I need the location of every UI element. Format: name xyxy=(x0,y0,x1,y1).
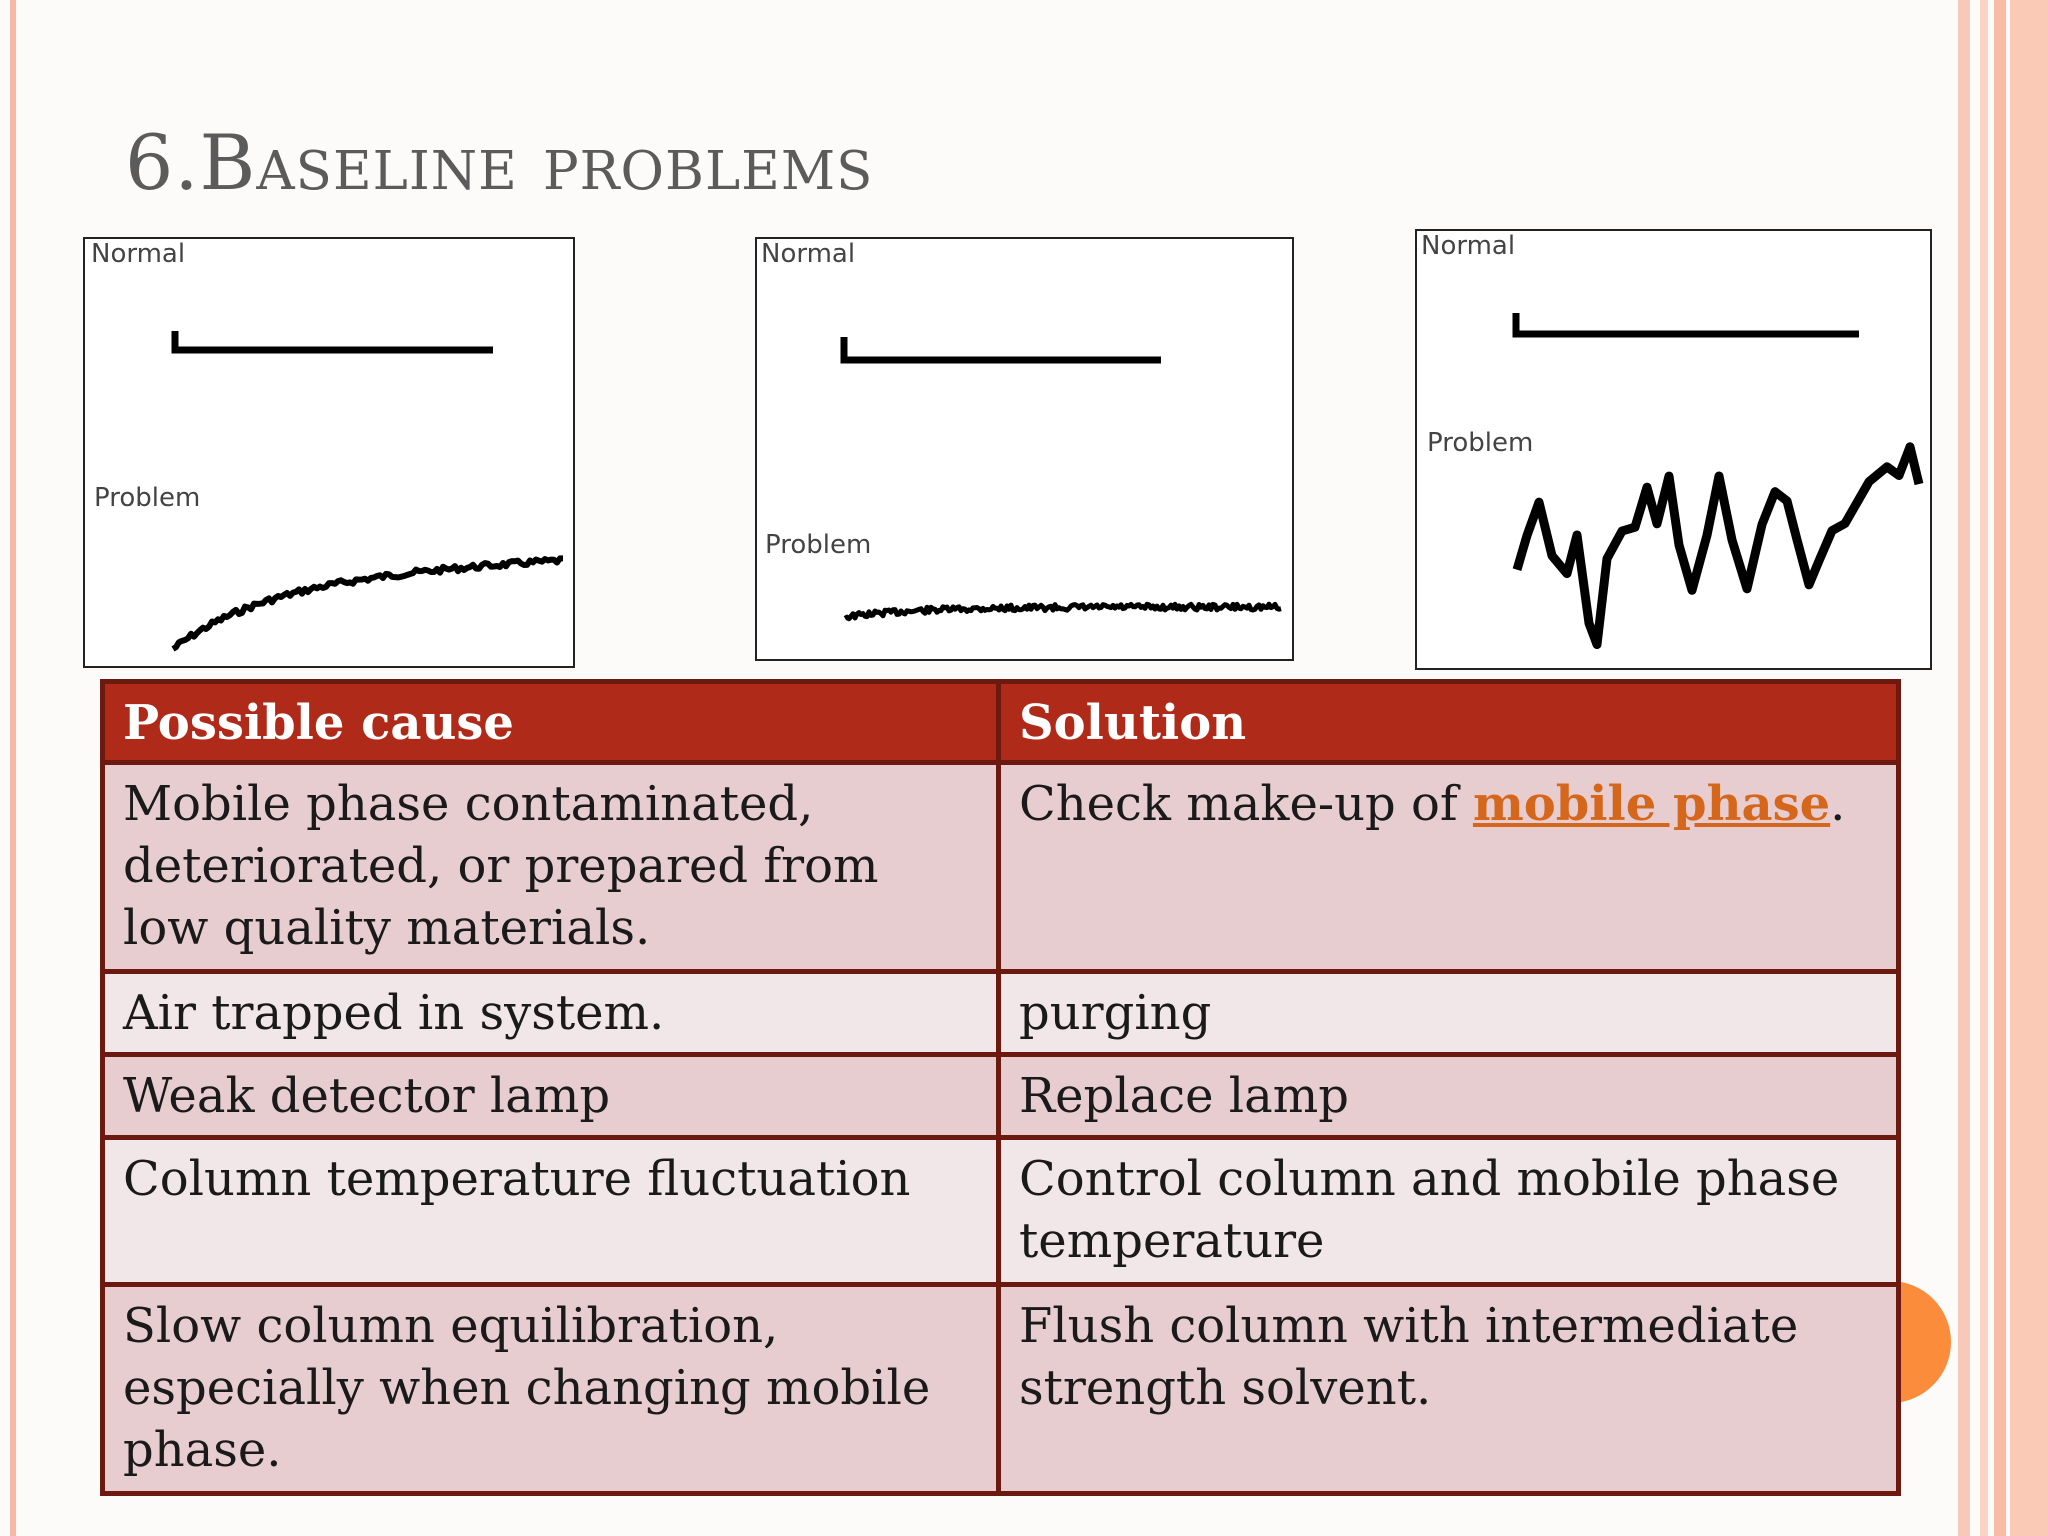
panel-normal-label: Normal xyxy=(1421,231,1516,261)
panel-normal-label: Normal xyxy=(91,239,186,269)
baseline-panel-drift xyxy=(83,237,575,668)
causes-solutions-table xyxy=(100,679,1901,1496)
table-row xyxy=(103,763,1899,972)
mobile-phase-link[interactable]: mobile phase xyxy=(1472,776,1831,832)
problem-drift-line xyxy=(173,558,563,649)
slide-right-border xyxy=(1958,0,2048,1536)
normal-baseline-line xyxy=(844,337,1161,360)
cause-cell: Slow column equilibration, especially when changing mobile phase. xyxy=(103,1285,999,1494)
header-solution: Solution xyxy=(999,682,1899,763)
baseline-panel-wander xyxy=(1415,229,1932,670)
table-row xyxy=(103,972,1899,1055)
panel-normal-label: Normal xyxy=(761,239,856,269)
table-header-row xyxy=(103,682,1899,763)
solution-cell: Flush column with intermediate strength solvent. xyxy=(999,1285,1899,1494)
solution-suffix: . xyxy=(1830,776,1846,832)
cause-cell: Mobile phase contaminated, deteriorated, or prepared from low quality materials. xyxy=(103,763,999,972)
problem-wander-line xyxy=(1517,447,1919,645)
slide-title: 6.Baseline problems xyxy=(125,118,874,207)
panel-drift-plot xyxy=(85,239,573,666)
panel-wander-plot xyxy=(1417,231,1930,668)
panel-noise-plot xyxy=(757,239,1292,659)
cause-cell: Weak detector lamp xyxy=(103,1055,999,1138)
panel-problem-label: Problem xyxy=(765,530,872,560)
problem-noise-line xyxy=(845,604,1281,619)
baseline-panel-noise xyxy=(755,237,1294,661)
slide-left-border xyxy=(0,0,22,1536)
normal-baseline-line xyxy=(1516,313,1859,334)
panel-problem-label: Problem xyxy=(94,483,201,513)
solution-cell: purging xyxy=(999,972,1899,1055)
table-row xyxy=(103,1285,1899,1494)
cause-cell: Column temperature fluctuation xyxy=(103,1138,999,1285)
solution-cell xyxy=(999,763,1899,972)
table-row xyxy=(103,1055,1899,1138)
solution-text: Check make-up of xyxy=(1019,776,1473,832)
solution-cell: Control column and mobile phase temperature xyxy=(999,1138,1899,1285)
panel-problem-label: Problem xyxy=(1427,428,1534,458)
normal-baseline-line xyxy=(175,331,493,350)
header-cause: Possible cause xyxy=(103,682,999,763)
cause-cell: Air trapped in system. xyxy=(103,972,999,1055)
table-row xyxy=(103,1138,1899,1285)
solution-cell: Replace lamp xyxy=(999,1055,1899,1138)
